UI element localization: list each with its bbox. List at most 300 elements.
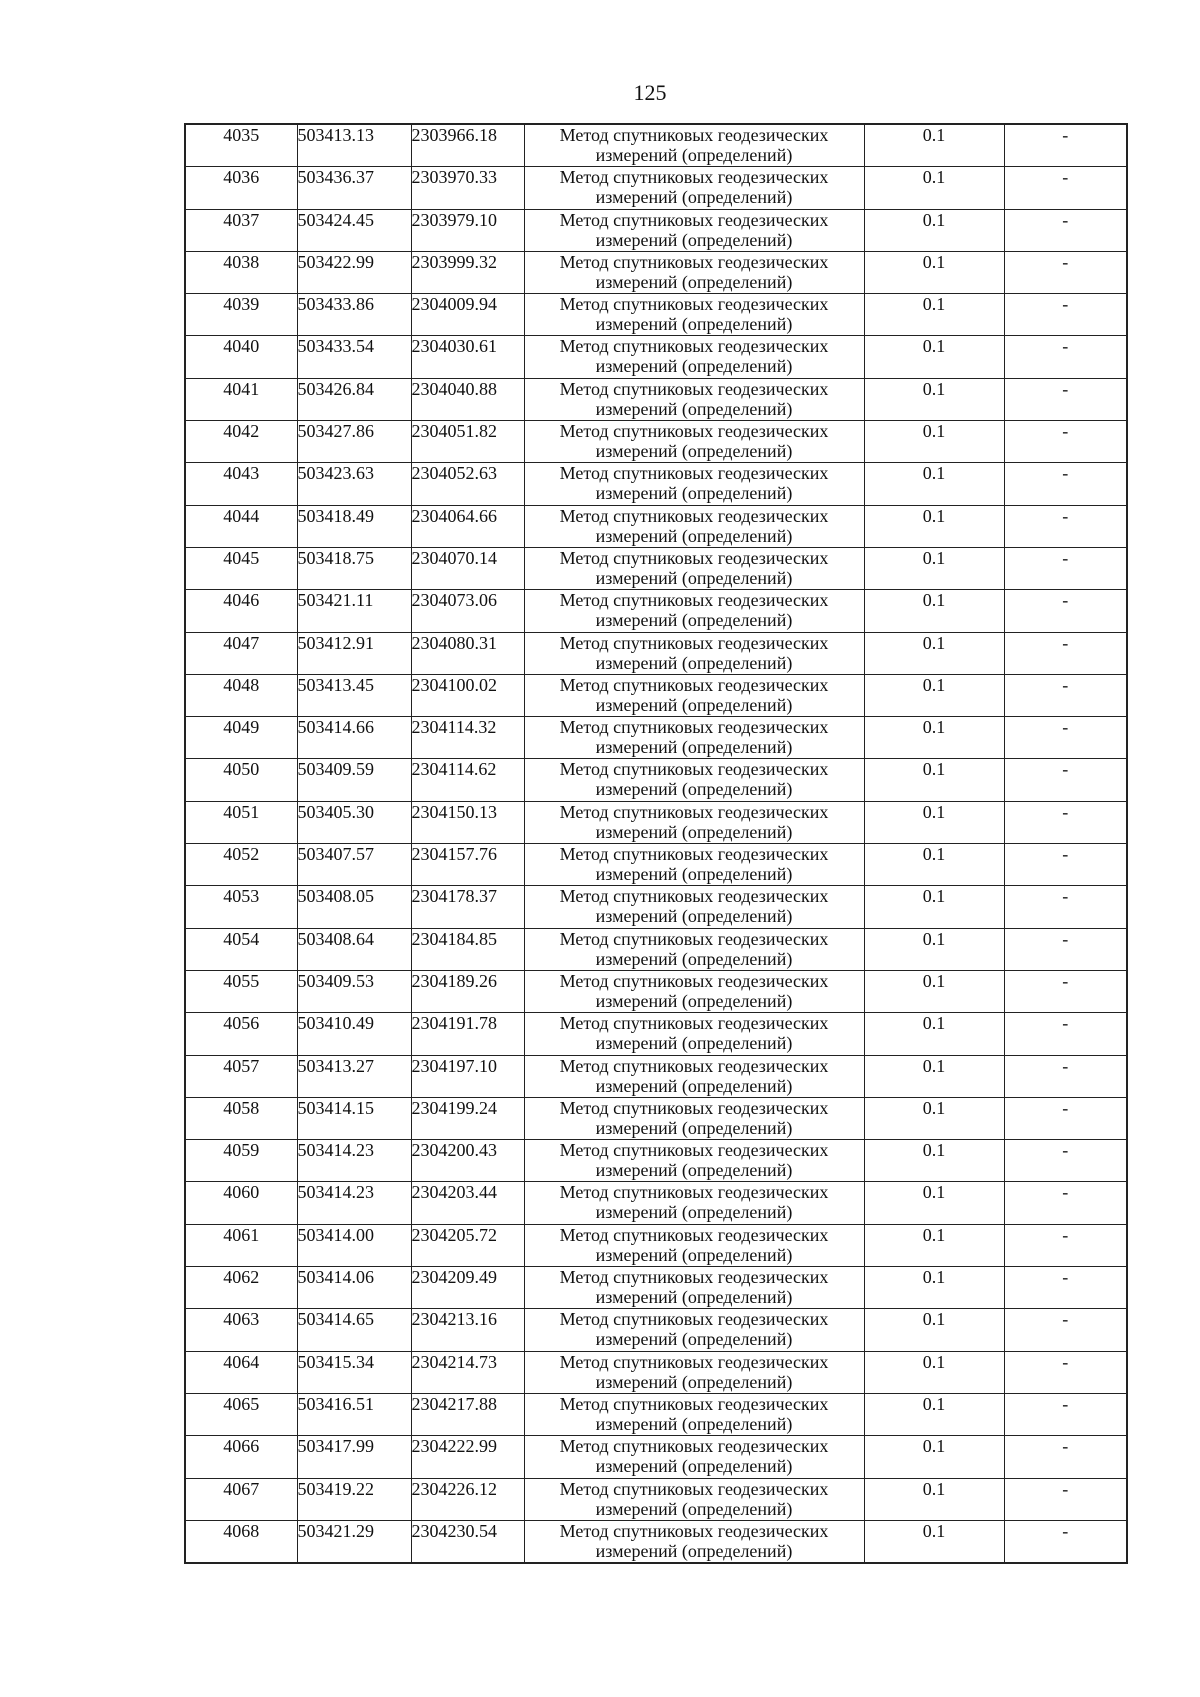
table-row — [185, 463, 1127, 505]
table-row — [185, 844, 1127, 886]
point-number-cell: 4053 — [185, 886, 297, 928]
point-number-cell: 4046 — [185, 590, 297, 632]
y-coordinate-cell: 2304114.62 — [411, 759, 524, 801]
table-row — [185, 378, 1127, 420]
note-cell: - — [1004, 1013, 1127, 1055]
y-coordinate-cell: 2304197.10 — [411, 1055, 524, 1097]
method-cell — [524, 1436, 864, 1478]
table-row — [185, 251, 1127, 293]
method-line-2: измерений (определений) — [595, 1413, 793, 1434]
accuracy-cell: 0.1 — [864, 1182, 1004, 1224]
method-line-1: Метод спутниковых геодезических — [559, 167, 829, 188]
note-cell: - — [1004, 759, 1127, 801]
note-cell: - — [1004, 970, 1127, 1012]
method-line-1: Метод спутниковых геодезических — [559, 1436, 829, 1457]
table-row — [185, 970, 1127, 1012]
x-coordinate-cell: 503412.91 — [297, 632, 411, 674]
y-coordinate-cell: 2304200.43 — [411, 1140, 524, 1182]
method-cell — [524, 1351, 864, 1393]
x-coordinate-cell: 503414.00 — [297, 1224, 411, 1266]
method-line-1: Метод спутниковых геодезических — [559, 1478, 829, 1499]
note-cell: - — [1004, 1097, 1127, 1139]
y-coordinate-cell: 2304226.12 — [411, 1478, 524, 1520]
method-cell — [524, 1013, 864, 1055]
note-cell: - — [1004, 886, 1127, 928]
y-coordinate-cell: 2303979.10 — [411, 209, 524, 251]
accuracy-cell: 0.1 — [864, 251, 1004, 293]
note-cell: - — [1004, 251, 1127, 293]
point-number-cell: 4056 — [185, 1013, 297, 1055]
note-cell: - — [1004, 167, 1127, 209]
accuracy-cell: 0.1 — [864, 1520, 1004, 1563]
x-coordinate-cell: 503424.45 — [297, 209, 411, 251]
y-coordinate-cell: 2304209.49 — [411, 1267, 524, 1309]
method-cell — [524, 1478, 864, 1520]
method-line-2: измерений (определений) — [595, 314, 793, 335]
method-line-1: Метод спутниковых геодезических — [559, 505, 829, 526]
point-number-cell: 4065 — [185, 1393, 297, 1435]
note-cell: - — [1004, 1182, 1127, 1224]
method-line-2: измерений (определений) — [595, 990, 793, 1011]
method-line-2: измерений (определений) — [595, 779, 793, 800]
accuracy-cell: 0.1 — [864, 759, 1004, 801]
method-cell — [524, 970, 864, 1012]
y-coordinate-cell: 2303966.18 — [411, 124, 524, 167]
note-cell: - — [1004, 505, 1127, 547]
method-line-2: измерений (определений) — [595, 948, 793, 969]
accuracy-cell: 0.1 — [864, 209, 1004, 251]
x-coordinate-cell: 503413.13 — [297, 124, 411, 167]
method-line-1: Метод спутниковых геодезических — [559, 759, 829, 780]
method-cell — [524, 1309, 864, 1351]
y-coordinate-cell: 2304009.94 — [411, 294, 524, 336]
note-cell: - — [1004, 1351, 1127, 1393]
accuracy-cell: 0.1 — [864, 1013, 1004, 1055]
accuracy-cell: 0.1 — [864, 674, 1004, 716]
accuracy-cell: 0.1 — [864, 421, 1004, 463]
point-number-cell: 4057 — [185, 1055, 297, 1097]
method-line-1: Метод спутниковых геодезических — [559, 209, 829, 230]
point-number-cell: 4042 — [185, 421, 297, 463]
x-coordinate-cell: 503407.57 — [297, 844, 411, 886]
point-number-cell: 4058 — [185, 1097, 297, 1139]
method-line-1: Метод спутниковых геодезических — [559, 251, 829, 272]
y-coordinate-cell: 2304189.26 — [411, 970, 524, 1012]
x-coordinate-cell: 503416.51 — [297, 1393, 411, 1435]
accuracy-cell: 0.1 — [864, 505, 1004, 547]
method-cell — [524, 928, 864, 970]
note-cell: - — [1004, 209, 1127, 251]
y-coordinate-cell: 2304191.78 — [411, 1013, 524, 1055]
page-number: 125 — [633, 80, 667, 105]
method-cell — [524, 674, 864, 716]
method-line-1: Метод спутниковых геодезических — [559, 547, 829, 568]
point-number-cell: 4036 — [185, 167, 297, 209]
point-number-cell: 4037 — [185, 209, 297, 251]
method-line-2: измерений (определений) — [595, 1244, 793, 1265]
accuracy-cell: 0.1 — [864, 167, 1004, 209]
point-number-cell: 4044 — [185, 505, 297, 547]
y-coordinate-cell: 2304030.61 — [411, 336, 524, 378]
point-number-cell: 4041 — [185, 378, 297, 420]
method-cell — [524, 505, 864, 547]
note-cell: - — [1004, 1478, 1127, 1520]
method-line-1: Метод спутниковых геодезических — [559, 378, 829, 399]
y-coordinate-cell: 2304080.31 — [411, 632, 524, 674]
method-line-2: измерений (определений) — [595, 1117, 793, 1138]
note-cell: - — [1004, 1520, 1127, 1563]
y-coordinate-cell: 2304150.13 — [411, 801, 524, 843]
method-cell — [524, 1393, 864, 1435]
note-cell: - — [1004, 674, 1127, 716]
accuracy-cell: 0.1 — [864, 886, 1004, 928]
point-number-cell: 4050 — [185, 759, 297, 801]
table-row — [185, 1436, 1127, 1478]
table-row — [185, 1267, 1127, 1309]
y-coordinate-cell: 2304114.32 — [411, 717, 524, 759]
y-coordinate-cell: 2304230.54 — [411, 1520, 524, 1563]
method-line-2: измерений (определений) — [595, 1075, 793, 1096]
y-coordinate-cell: 2304100.02 — [411, 674, 524, 716]
x-coordinate-cell: 503419.22 — [297, 1478, 411, 1520]
x-coordinate-cell: 503405.30 — [297, 801, 411, 843]
y-coordinate-cell: 2304214.73 — [411, 1351, 524, 1393]
accuracy-cell: 0.1 — [864, 378, 1004, 420]
method-line-2: измерений (определений) — [595, 1160, 793, 1181]
accuracy-cell: 0.1 — [864, 336, 1004, 378]
table-row — [185, 1140, 1127, 1182]
method-line-1: Метод спутниковых геодезических — [559, 1055, 829, 1076]
point-number-cell: 4038 — [185, 251, 297, 293]
y-coordinate-cell: 2304051.82 — [411, 421, 524, 463]
x-coordinate-cell: 503418.75 — [297, 547, 411, 589]
method-cell — [524, 463, 864, 505]
y-coordinate-cell: 2304178.37 — [411, 886, 524, 928]
point-number-cell: 4055 — [185, 970, 297, 1012]
point-number-cell: 4040 — [185, 336, 297, 378]
method-line-2: измерений (определений) — [595, 1371, 793, 1392]
note-cell: - — [1004, 1140, 1127, 1182]
x-coordinate-cell: 503409.53 — [297, 970, 411, 1012]
accuracy-cell: 0.1 — [864, 1436, 1004, 1478]
accuracy-cell: 0.1 — [864, 1393, 1004, 1435]
x-coordinate-cell: 503414.06 — [297, 1267, 411, 1309]
note-cell: - — [1004, 378, 1127, 420]
point-number-cell: 4068 — [185, 1520, 297, 1563]
method-line-1: Метод спутниковых геодезических — [559, 674, 829, 695]
method-line-2: измерений (определений) — [595, 187, 793, 208]
point-number-cell: 4061 — [185, 1224, 297, 1266]
table-row — [185, 1309, 1127, 1351]
method-line-2: измерений (определений) — [595, 1287, 793, 1308]
method-line-2: измерений (определений) — [595, 356, 793, 377]
y-coordinate-cell: 2304217.88 — [411, 1393, 524, 1435]
x-coordinate-cell: 503413.45 — [297, 674, 411, 716]
x-coordinate-cell: 503427.86 — [297, 421, 411, 463]
point-number-cell: 4039 — [185, 294, 297, 336]
method-line-1: Метод спутниковых геодезических — [559, 1224, 829, 1245]
method-line-2: измерений (определений) — [595, 737, 793, 758]
method-cell — [524, 801, 864, 843]
method-line-1: Метод спутниковых геодезических — [559, 801, 829, 822]
method-line-2: измерений (определений) — [595, 483, 793, 504]
method-cell — [524, 1140, 864, 1182]
method-line-2: измерений (определений) — [595, 441, 793, 462]
table-row — [185, 1520, 1127, 1563]
method-line-2: измерений (определений) — [595, 525, 793, 546]
y-coordinate-cell: 2304199.24 — [411, 1097, 524, 1139]
method-cell — [524, 886, 864, 928]
point-number-cell: 4048 — [185, 674, 297, 716]
method-line-1: Метод спутниковых геодезических — [559, 125, 829, 145]
coordinates-table-body — [185, 124, 1127, 1563]
accuracy-cell: 0.1 — [864, 1267, 1004, 1309]
method-line-1: Метод спутниковых геодезических — [559, 717, 829, 738]
note-cell: - — [1004, 1436, 1127, 1478]
method-line-1: Метод спутниковых геодезических — [559, 463, 829, 484]
method-line-1: Метод спутниковых геодезических — [559, 590, 829, 611]
x-coordinate-cell: 503409.59 — [297, 759, 411, 801]
note-cell: - — [1004, 717, 1127, 759]
x-coordinate-cell: 503422.99 — [297, 251, 411, 293]
table-row — [185, 590, 1127, 632]
method-cell — [524, 717, 864, 759]
method-cell — [524, 251, 864, 293]
x-coordinate-cell: 503426.84 — [297, 378, 411, 420]
note-cell: - — [1004, 1055, 1127, 1097]
x-coordinate-cell: 503413.27 — [297, 1055, 411, 1097]
y-coordinate-cell: 2304184.85 — [411, 928, 524, 970]
accuracy-cell: 0.1 — [864, 547, 1004, 589]
method-cell — [524, 124, 864, 167]
table-row — [185, 759, 1127, 801]
method-line-1: Метод спутниковых геодезических — [559, 886, 829, 907]
table-row — [185, 294, 1127, 336]
x-coordinate-cell: 503418.49 — [297, 505, 411, 547]
accuracy-cell: 0.1 — [864, 632, 1004, 674]
x-coordinate-cell: 503417.99 — [297, 1436, 411, 1478]
method-line-2: измерений (определений) — [595, 271, 793, 292]
note-cell: - — [1004, 421, 1127, 463]
method-cell — [524, 294, 864, 336]
point-number-cell: 4066 — [185, 1436, 297, 1478]
method-line-2: измерений (определений) — [595, 1540, 793, 1561]
table-row — [185, 886, 1127, 928]
note-cell: - — [1004, 1267, 1127, 1309]
method-cell — [524, 336, 864, 378]
method-line-2: измерений (определений) — [595, 229, 793, 250]
x-coordinate-cell: 503433.54 — [297, 336, 411, 378]
method-line-2: измерений (определений) — [595, 1033, 793, 1054]
accuracy-cell: 0.1 — [864, 1224, 1004, 1266]
point-number-cell: 4062 — [185, 1267, 297, 1309]
x-coordinate-cell: 503414.65 — [297, 1309, 411, 1351]
x-coordinate-cell: 503436.37 — [297, 167, 411, 209]
method-line-1: Метод спутниковых геодезических — [559, 1140, 829, 1161]
method-line-1: Метод спутниковых геодезических — [559, 1182, 829, 1203]
y-coordinate-cell: 2303970.33 — [411, 167, 524, 209]
method-line-2: измерений (определений) — [595, 1498, 793, 1519]
y-coordinate-cell: 2304203.44 — [411, 1182, 524, 1224]
x-coordinate-cell: 503410.49 — [297, 1013, 411, 1055]
table-row — [185, 674, 1127, 716]
table-row — [185, 1393, 1127, 1435]
x-coordinate-cell: 503415.34 — [297, 1351, 411, 1393]
point-number-cell: 4052 — [185, 844, 297, 886]
accuracy-cell: 0.1 — [864, 1055, 1004, 1097]
y-coordinate-cell: 2304073.06 — [411, 590, 524, 632]
coordinates-table — [184, 123, 1128, 1564]
method-line-1: Метод спутниковых геодезических — [559, 970, 829, 991]
method-line-2: измерений (определений) — [595, 821, 793, 842]
accuracy-cell: 0.1 — [864, 1140, 1004, 1182]
accuracy-cell: 0.1 — [864, 590, 1004, 632]
point-number-cell: 4060 — [185, 1182, 297, 1224]
method-line-2: измерений (определений) — [595, 567, 793, 588]
method-line-2: измерений (определений) — [595, 398, 793, 419]
method-line-1: Метод спутниковых геодезических — [559, 1267, 829, 1288]
x-coordinate-cell: 503414.23 — [297, 1182, 411, 1224]
method-line-2: измерений (определений) — [595, 1202, 793, 1223]
note-cell: - — [1004, 1224, 1127, 1266]
point-number-cell: 4051 — [185, 801, 297, 843]
y-coordinate-cell: 2304052.63 — [411, 463, 524, 505]
note-cell: - — [1004, 124, 1127, 167]
method-cell — [524, 378, 864, 420]
point-number-cell: 4047 — [185, 632, 297, 674]
x-coordinate-cell: 503421.29 — [297, 1520, 411, 1563]
note-cell: - — [1004, 463, 1127, 505]
y-coordinate-cell: 2304222.99 — [411, 1436, 524, 1478]
y-coordinate-cell: 2304157.76 — [411, 844, 524, 886]
table-row — [185, 928, 1127, 970]
x-coordinate-cell: 503421.11 — [297, 590, 411, 632]
note-cell: - — [1004, 336, 1127, 378]
method-cell — [524, 1224, 864, 1266]
table-row — [185, 167, 1127, 209]
point-number-cell: 4064 — [185, 1351, 297, 1393]
table-row — [185, 1351, 1127, 1393]
accuracy-cell: 0.1 — [864, 717, 1004, 759]
point-number-cell: 4049 — [185, 717, 297, 759]
y-coordinate-cell: 2304205.72 — [411, 1224, 524, 1266]
method-line-2: измерений (определений) — [595, 1456, 793, 1477]
table-row — [185, 632, 1127, 674]
note-cell: - — [1004, 1309, 1127, 1351]
table-row — [185, 1478, 1127, 1520]
point-number-cell: 4067 — [185, 1478, 297, 1520]
method-cell — [524, 590, 864, 632]
note-cell: - — [1004, 294, 1127, 336]
method-cell — [524, 209, 864, 251]
note-cell: - — [1004, 590, 1127, 632]
table-row — [185, 1013, 1127, 1055]
x-coordinate-cell: 503408.05 — [297, 886, 411, 928]
table-row — [185, 717, 1127, 759]
accuracy-cell: 0.1 — [864, 124, 1004, 167]
method-cell — [524, 759, 864, 801]
note-cell: - — [1004, 1393, 1127, 1435]
table-row — [185, 209, 1127, 251]
method-line-1: Метод спутниковых геодезических — [559, 421, 829, 442]
method-cell — [524, 1267, 864, 1309]
method-line-2: измерений (определений) — [595, 652, 793, 673]
method-line-1: Метод спутниковых геодезических — [559, 1520, 829, 1541]
table-row — [185, 124, 1127, 167]
table-row — [185, 547, 1127, 589]
method-cell — [524, 1520, 864, 1563]
method-line-1: Метод спутниковых геодезических — [559, 632, 829, 653]
table-row — [185, 421, 1127, 463]
method-cell — [524, 421, 864, 463]
method-cell — [524, 547, 864, 589]
table-row — [185, 336, 1127, 378]
method-line-2: измерений (определений) — [595, 145, 793, 165]
method-line-1: Метод спутниковых геодезических — [559, 928, 829, 949]
method-line-2: измерений (определений) — [595, 610, 793, 631]
accuracy-cell: 0.1 — [864, 294, 1004, 336]
method-cell — [524, 167, 864, 209]
method-cell — [524, 844, 864, 886]
point-number-cell: 4043 — [185, 463, 297, 505]
accuracy-cell: 0.1 — [864, 801, 1004, 843]
accuracy-cell: 0.1 — [864, 844, 1004, 886]
table-row — [185, 1182, 1127, 1224]
x-coordinate-cell: 503414.66 — [297, 717, 411, 759]
method-cell — [524, 1097, 864, 1139]
accuracy-cell: 0.1 — [864, 970, 1004, 1012]
method-line-1: Метод спутниковых геодезических — [559, 1309, 829, 1330]
point-number-cell: 4059 — [185, 1140, 297, 1182]
method-line-1: Метод спутниковых геодезических — [559, 1013, 829, 1034]
table-row — [185, 801, 1127, 843]
table-row — [185, 1224, 1127, 1266]
method-line-1: Метод спутниковых геодезических — [559, 294, 829, 315]
method-line-1: Метод спутниковых геодезических — [559, 844, 829, 865]
y-coordinate-cell: 2304213.16 — [411, 1309, 524, 1351]
note-cell: - — [1004, 844, 1127, 886]
x-coordinate-cell: 503433.86 — [297, 294, 411, 336]
method-line-1: Метод спутниковых геодезических — [559, 336, 829, 357]
y-coordinate-cell: 2304064.66 — [411, 505, 524, 547]
method-line-2: измерений (определений) — [595, 906, 793, 927]
note-cell: - — [1004, 632, 1127, 674]
accuracy-cell: 0.1 — [864, 463, 1004, 505]
method-line-1: Метод спутниковых геодезических — [559, 1097, 829, 1118]
accuracy-cell: 0.1 — [864, 928, 1004, 970]
method-cell — [524, 1182, 864, 1224]
accuracy-cell: 0.1 — [864, 1309, 1004, 1351]
point-number-cell: 4054 — [185, 928, 297, 970]
table-row — [185, 1055, 1127, 1097]
accuracy-cell: 0.1 — [864, 1478, 1004, 1520]
y-coordinate-cell: 2304070.14 — [411, 547, 524, 589]
method-cell — [524, 632, 864, 674]
table-row — [185, 505, 1127, 547]
x-coordinate-cell: 503414.23 — [297, 1140, 411, 1182]
method-line-1: Метод спутниковых геодезических — [559, 1351, 829, 1372]
y-coordinate-cell: 2304040.88 — [411, 378, 524, 420]
table-row — [185, 1097, 1127, 1139]
accuracy-cell: 0.1 — [864, 1097, 1004, 1139]
method-line-2: измерений (определений) — [595, 694, 793, 715]
x-coordinate-cell: 503414.15 — [297, 1097, 411, 1139]
x-coordinate-cell: 503423.63 — [297, 463, 411, 505]
point-number-cell: 4045 — [185, 547, 297, 589]
method-line-1: Метод спутниковых геодезических — [559, 1393, 829, 1414]
x-coordinate-cell: 503408.64 — [297, 928, 411, 970]
y-coordinate-cell: 2303999.32 — [411, 251, 524, 293]
